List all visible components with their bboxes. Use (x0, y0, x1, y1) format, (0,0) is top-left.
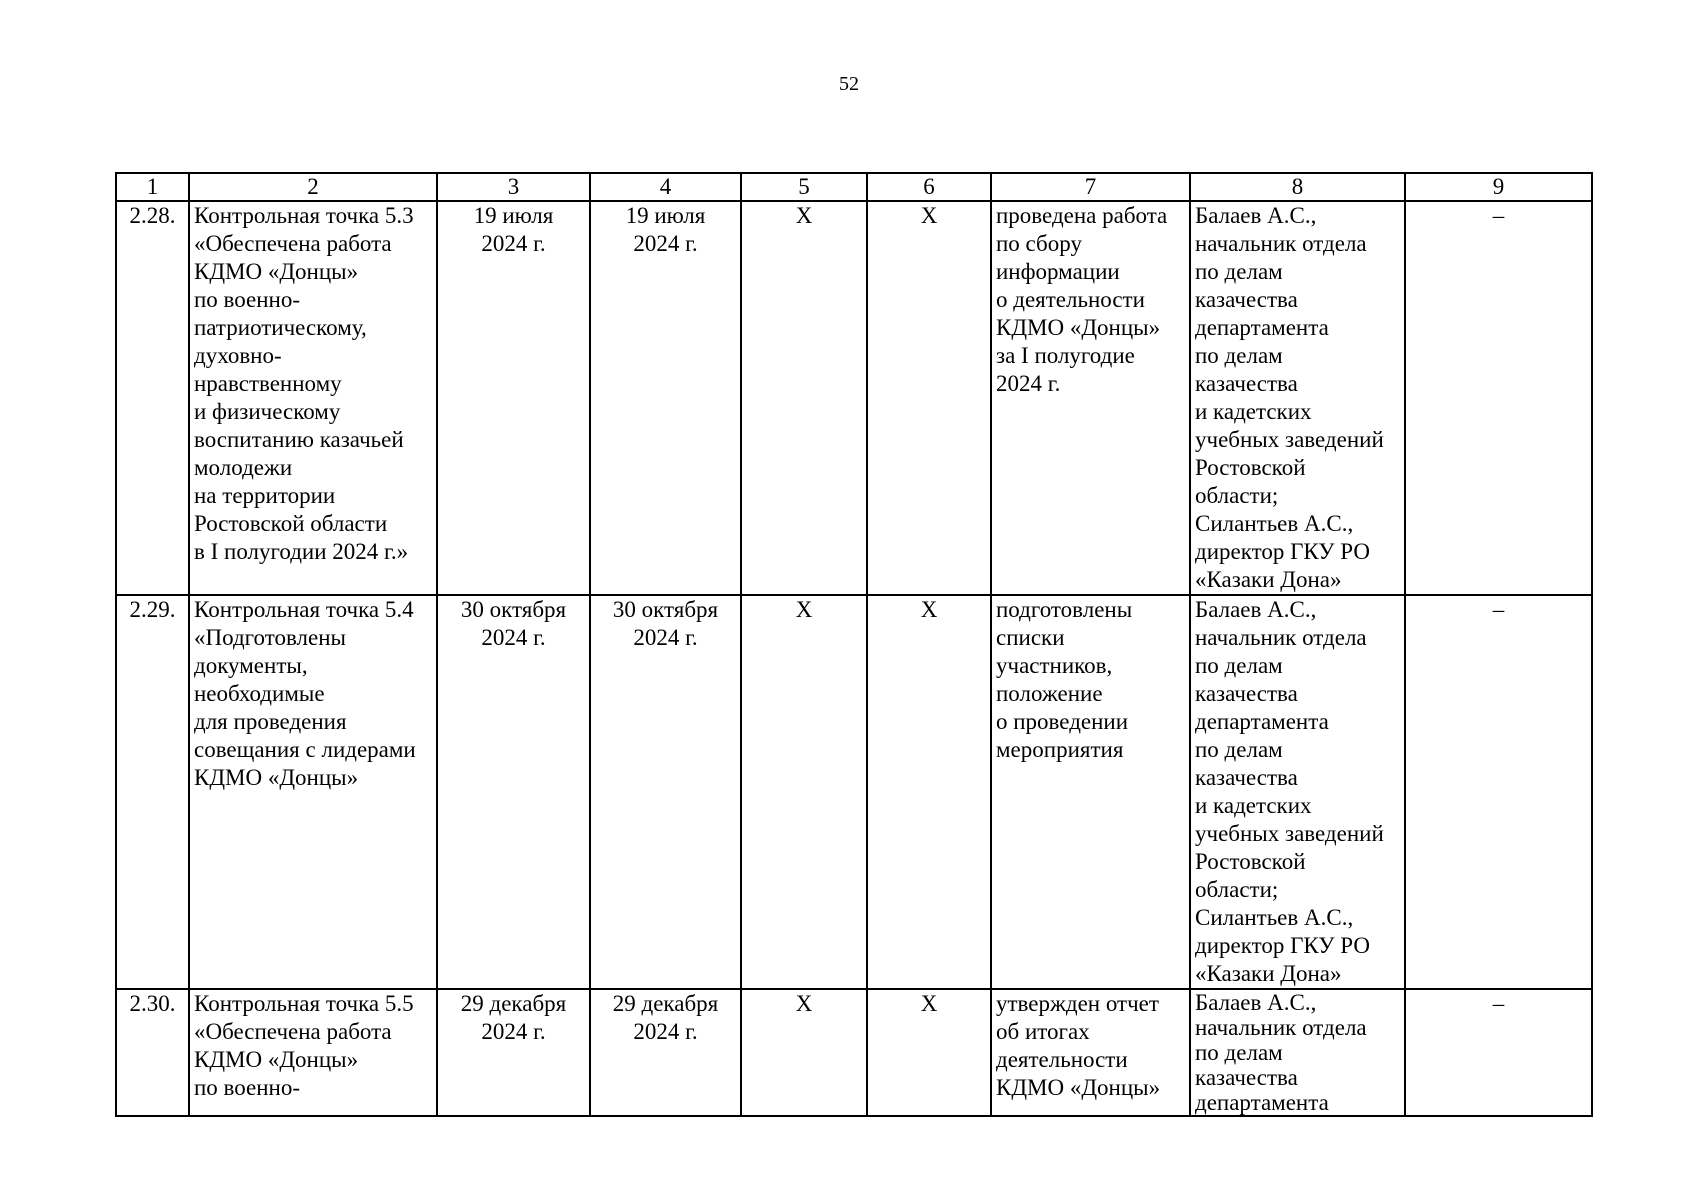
responsible-line: Ростовской (1195, 849, 1306, 874)
name-line: КДМО «Донцы» (194, 765, 359, 790)
checkpoint-name-cell (189, 595, 437, 989)
result-line: мероприятия (996, 737, 1124, 762)
column-header-4: 4 (590, 173, 741, 201)
result-line: за I полугодие (996, 343, 1135, 368)
row-number: 2.28. (129, 203, 176, 228)
fact-date-line: 29 декабря (612, 991, 719, 1016)
result-cell (991, 201, 1190, 595)
responsible-line: директор ГКУ РО (1195, 539, 1370, 564)
plan-date-cell (437, 989, 590, 1116)
name-line: и физическому (194, 399, 341, 424)
column-header-1: 1 (116, 173, 189, 201)
result-line: КДМО «Донцы» (996, 1075, 1161, 1100)
fact-date-cell (590, 595, 741, 989)
result-line: положение (996, 681, 1103, 706)
result-cell (991, 595, 1190, 989)
responsible-cell (1190, 201, 1405, 595)
name-line: духовно- (194, 343, 282, 368)
result-line: КДМО «Донцы» (996, 315, 1161, 340)
name-line: Контрольная точка 5.5 (194, 991, 414, 1016)
responsible-line: департамента (1195, 709, 1329, 734)
name-line: КДМО «Донцы» (194, 259, 359, 284)
column6-value: Х (920, 597, 938, 622)
fact-date-line: 2024 г. (633, 1019, 698, 1044)
responsible-line: учебных заведений (1195, 821, 1384, 846)
responsible-line: казачества (1195, 681, 1298, 706)
name-line: «Подготовлены (194, 625, 346, 650)
table-row (116, 201, 1592, 595)
table-header-row (116, 173, 1592, 201)
plan-date-cell (437, 201, 590, 595)
responsible-line: «Казаки Дона» (1195, 567, 1342, 592)
name-line: «Обеспечена работа (194, 1019, 392, 1044)
fact-date-line: 30 октября (612, 597, 719, 622)
result-line: о деятельности (996, 287, 1145, 312)
responsible-line: Балаев А.С., (1195, 990, 1317, 1015)
column-header-2: 2 (189, 173, 437, 201)
responsible-line: и кадетских (1195, 793, 1312, 818)
responsible-line: начальник отдела (1195, 231, 1367, 256)
name-line: в I полугодии 2024 г.» (194, 539, 409, 564)
column6-cell (867, 595, 991, 989)
result-line: подготовлены (996, 597, 1133, 622)
responsible-line: департамента (1195, 315, 1329, 340)
column5-cell (741, 201, 867, 595)
column-header-3: 3 (437, 173, 590, 201)
name-line: по военно- (194, 1075, 301, 1100)
result-line: участников, (996, 653, 1113, 678)
column-header-8: 8 (1190, 173, 1405, 201)
responsible-line: Силантьев А.С., (1195, 511, 1354, 536)
name-line: для проведения (194, 709, 347, 734)
responsible-line: области; (1195, 483, 1279, 508)
responsible-line: начальник отдела (1195, 1015, 1367, 1040)
column5-value: Х (795, 203, 813, 228)
fact-date-line: 19 июля (625, 203, 706, 228)
name-line: воспитанию казачьей (194, 427, 404, 452)
name-line: КДМО «Донцы» (194, 1047, 359, 1072)
responsible-line: Балаев А.С., (1195, 597, 1317, 622)
column5-value: Х (795, 991, 813, 1016)
responsible-line: Ростовской (1195, 455, 1306, 480)
responsible-line: по делам (1195, 259, 1283, 284)
responsible-cell (1190, 989, 1405, 1116)
result-line: утвержден отчет (996, 991, 1159, 1016)
plan-date-cell (437, 595, 590, 989)
row-number: 2.29. (129, 597, 176, 622)
result-line: проведена работа (996, 203, 1168, 228)
checkpoint-name-cell (189, 201, 437, 595)
page-number: 52 (839, 73, 859, 95)
result-line: о проведении (996, 709, 1129, 734)
plan-date-line: 19 июля (473, 203, 554, 228)
column5-cell (741, 595, 867, 989)
name-line: совещания с лидерами (194, 737, 416, 762)
result-line: 2024 г. (996, 371, 1061, 396)
plan-date-line: 2024 г. (481, 231, 546, 256)
column-header-5: 5 (741, 173, 867, 201)
plan-table (115, 172, 1593, 1117)
note-cell (1405, 595, 1592, 989)
column5-cell (741, 989, 867, 1116)
name-line: молодежи (194, 455, 293, 480)
note-value: – (1492, 203, 1505, 228)
table-row (116, 989, 1592, 1116)
responsible-line: Балаев А.С., (1195, 203, 1317, 228)
note-value: – (1492, 991, 1505, 1016)
responsible-cell (1190, 595, 1405, 989)
responsible-line: «Казаки Дона» (1195, 961, 1342, 986)
column5-value: Х (795, 597, 813, 622)
responsible-line: по делам (1195, 653, 1283, 678)
column-header-6: 6 (867, 173, 991, 201)
column6-value: Х (920, 991, 938, 1016)
responsible-line: казачества (1195, 1065, 1298, 1090)
row-number-cell (116, 595, 189, 989)
fact-date-line: 2024 г. (633, 625, 698, 650)
responsible-line: области; (1195, 877, 1279, 902)
name-line: необходимые (194, 681, 325, 706)
responsible-line: по делам (1195, 737, 1283, 762)
result-line: об итогах (996, 1019, 1090, 1044)
result-line: списки (996, 625, 1065, 650)
responsible-line: и кадетских (1195, 399, 1312, 424)
table-row (116, 595, 1592, 989)
name-line: на территории (194, 483, 336, 508)
plan-date-line: 30 октября (460, 597, 567, 622)
column-header-9: 9 (1405, 173, 1592, 201)
row-number: 2.30. (129, 991, 176, 1016)
column-header-7: 7 (991, 173, 1190, 201)
responsible-line: по делам (1195, 1040, 1283, 1065)
responsible-line: по делам (1195, 343, 1283, 368)
result-cell (991, 989, 1190, 1116)
responsible-line: казачества (1195, 371, 1298, 396)
responsible-line: казачества (1195, 765, 1298, 790)
name-line: документы, (194, 653, 308, 678)
column6-value: Х (920, 203, 938, 228)
checkpoint-name-cell (189, 989, 437, 1116)
row-number-cell (116, 989, 189, 1116)
column6-cell (867, 201, 991, 595)
name-line: по военно- (194, 287, 301, 312)
responsible-line: казачества (1195, 287, 1298, 312)
result-line: информации (996, 259, 1120, 284)
plan-date-line: 2024 г. (481, 1019, 546, 1044)
fact-date-line: 2024 г. (633, 231, 698, 256)
column6-cell (867, 989, 991, 1116)
name-line: «Обеспечена работа (194, 231, 392, 256)
responsible-line: учебных заведений (1195, 427, 1384, 452)
name-line: нравственному (194, 371, 342, 396)
note-value: – (1492, 597, 1505, 622)
name-line: Контрольная точка 5.3 (194, 203, 414, 228)
note-cell (1405, 989, 1592, 1116)
name-line: Контрольная точка 5.4 (194, 597, 414, 622)
result-line: по сбору (996, 231, 1082, 256)
name-line: патриотическому, (194, 315, 367, 340)
plan-date-line: 2024 г. (481, 625, 546, 650)
row-number-cell (116, 201, 189, 595)
responsible-line: департамента (1195, 1090, 1329, 1115)
note-cell (1405, 201, 1592, 595)
responsible-line: директор ГКУ РО (1195, 933, 1370, 958)
result-line: деятельности (996, 1047, 1128, 1072)
responsible-line: начальник отдела (1195, 625, 1367, 650)
name-line: Ростовской области (194, 511, 388, 536)
responsible-line: Силантьев А.С., (1195, 905, 1354, 930)
fact-date-cell (590, 989, 741, 1116)
plan-date-line: 29 декабря (460, 991, 567, 1016)
fact-date-cell (590, 201, 741, 595)
